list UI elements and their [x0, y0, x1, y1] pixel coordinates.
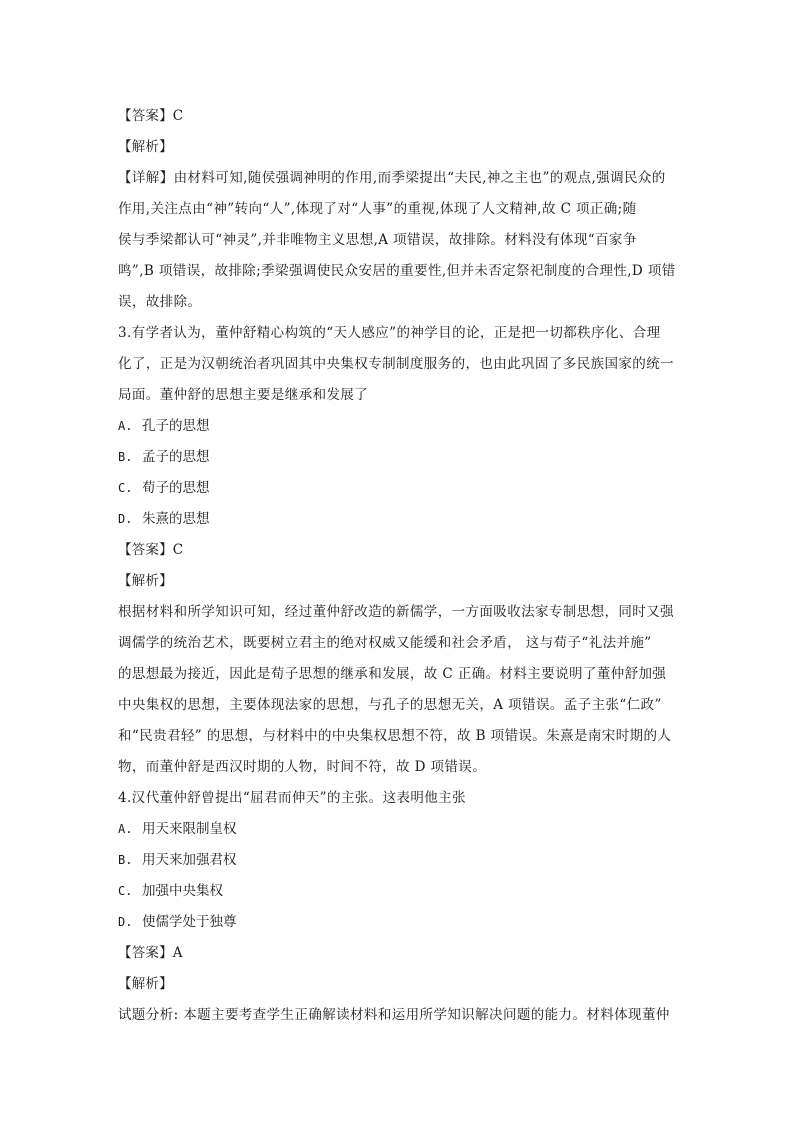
- answer-line: 【答案】A: [118, 945, 183, 961]
- explanation-line: 作用,关注点由“神”转向“人”,体现了对“人事”的重视,体现了人文精神,故 C 项正确;随: [118, 201, 637, 217]
- option-a: [118, 814, 676, 845]
- option-letter: B.: [118, 853, 133, 867]
- explanation-line: 物，而董仲舒是西汉时期的人物，时间不符，故 D 项错误。: [118, 759, 487, 775]
- option-c: [118, 876, 676, 907]
- explanation-line: 【详解】由材料可知,随侯强调神明的作用,而季梁提出“夫民,神之主也”的观点,强调民众的: [118, 170, 666, 186]
- explanation-line: 鸣”,B 项错误，故排除;季梁强调使民众安居的重要性,但并未否定祭祀制度的合理性,D 项错: [118, 263, 676, 279]
- option-letter: C.: [118, 884, 133, 898]
- option-text: 用天来加强君权: [142, 852, 237, 868]
- explanation-line: 调儒学的统治艺术，既要树立君主的绝对权威又能缓和社会矛盾， 这与荀子“礼法并施”: [118, 635, 652, 651]
- explanation-paragraph: [118, 163, 676, 318]
- option-text: 朱熹的思想: [142, 511, 210, 527]
- explanation-line: 侯与季梁都认可“神灵”,并非唯物主义思想,A 项错误，故排除。材料没有体现“百家争: [118, 232, 637, 248]
- explanation-line: 误，故排除。: [118, 294, 202, 310]
- analysis-label: 【解析】: [118, 976, 173, 992]
- option-text: 孔子的思想: [142, 418, 210, 434]
- explanation-line: 和“民贵君轻” 的思想，与材料中的中央集权思想不符，故 B 项错误。朱熹是南宋时期的人: [118, 728, 672, 744]
- explanation-line: 中央集权的思想，主要体现法家的思想，与孔子的思想无关，A 项错误。孟子主张“仁政”: [118, 697, 662, 713]
- question-4-stem: [118, 783, 676, 814]
- question-stem-line: 化了，正是为汉朝统治者巩固其中央集权专制制度服务的，也由此巩固了多民族国家的统一: [118, 356, 674, 372]
- answer-line: 【答案】C: [118, 542, 184, 558]
- option-text: 孟子的思想: [142, 449, 210, 465]
- explanation-paragraph: [118, 1000, 676, 1031]
- option-text: 荀子的思想: [142, 480, 210, 496]
- option-letter: B.: [118, 450, 133, 464]
- option-letter: A.: [118, 419, 133, 433]
- analysis-label: 【解析】: [118, 139, 173, 155]
- option-letter: D.: [118, 512, 133, 526]
- explanation-line: 的思想最为接近，因此是荀子思想的继承和发展，故 C 正确。材料主要说明了董仲舒加强: [118, 666, 667, 682]
- question-3-stem: [118, 318, 676, 411]
- option-d: [118, 907, 676, 938]
- question-stem-line: 局面。董仲舒的思想主要是继承和发展了: [118, 387, 369, 403]
- option-c: [118, 473, 676, 504]
- option-text: 使儒学处于独尊: [142, 914, 237, 930]
- document-page: [118, 101, 676, 1031]
- option-a: [118, 411, 676, 442]
- option-text: 加强中央集权: [142, 883, 223, 899]
- option-b: [118, 845, 676, 876]
- analysis-label: 【解析】: [118, 573, 173, 589]
- question-stem-line: 4.汉代董仲舒曾提出“屈君而伸天”的主张。这表明他主张: [118, 790, 466, 806]
- option-d: [118, 504, 676, 535]
- option-text: 用天来限制皇权: [142, 821, 237, 837]
- option-letter: C.: [118, 481, 133, 495]
- explanation-line: 试题分析: 本题主要考查学生正确解读材料和运用所学知识解决问题的能力。材料体现董仲: [118, 1007, 670, 1023]
- explanation-paragraph: [118, 597, 676, 783]
- question-stem-line: 3.有学者认为，董仲舒精心构筑的“天人感应”的神学目的论，正是把一切都秩序化、合理: [118, 325, 661, 341]
- explanation-line: 根据材料和所学知识可知，经过董仲舒改造的新儒学，一方面吸收法家专制思想，同时又强: [118, 604, 674, 620]
- option-letter: D.: [118, 915, 133, 929]
- answer-line: 【答案】C: [118, 108, 184, 124]
- option-letter: A.: [118, 822, 133, 836]
- option-b: [118, 442, 676, 473]
